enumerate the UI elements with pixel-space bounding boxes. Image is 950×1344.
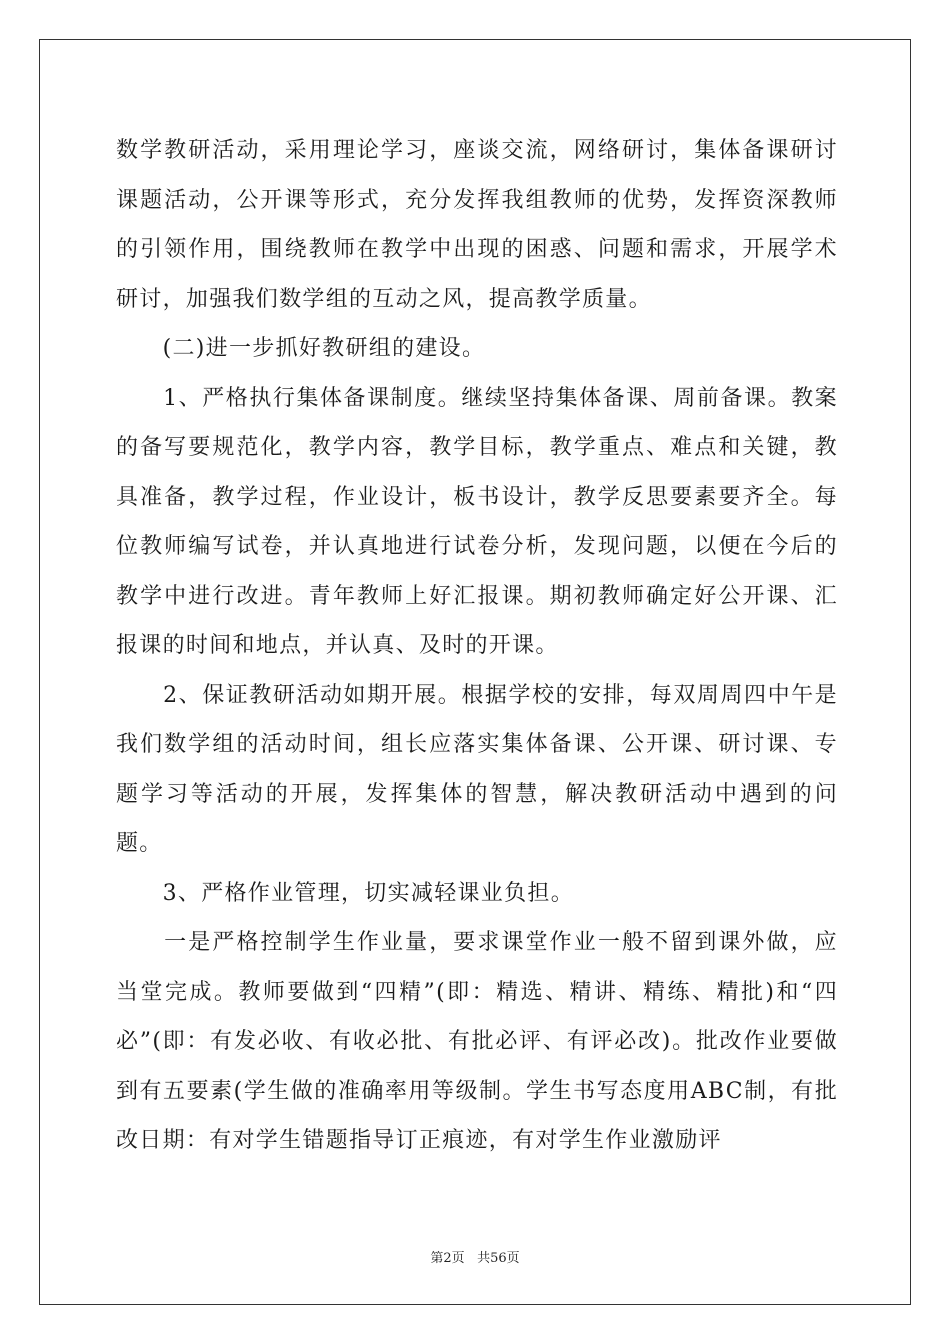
paragraph-2: (二)进一步抓好教研组的建设。 xyxy=(116,336,486,361)
page-footer xyxy=(0,1247,950,1266)
paragraph-6: 一是严格控制学生作业量，要求课堂作业一般不留到课外做，应当堂完成。教师要做到“四精”(即：精选、精讲、精练、精批)和“四必”(即：有发必收、有收必批、有批必评、有评必改)。批改作业要做到有五要素(学生做的准确率用等级制。学生书写态度用ABC制，有批改日期：有对学生错题指导订正痕迹，有对学生作业激励评 xyxy=(116,930,838,1153)
paragraph-5: 3、严格作业管理，切实减轻课业负担。 xyxy=(116,880,574,906)
document-body xyxy=(116,126,838,1166)
page-number: 第2页 xyxy=(430,1251,465,1266)
paragraph-3: 1、严格执行集体备课制度。继续坚持集体备课、周前备课。教案的备写要规范化，教学内容，教学目标，教学重点、难点和关键，教具准备，教学过程，作业设计，板书设计，教学反思要素要齐全。每位教师编写试卷，并认真地进行试卷分析，发现问题，以便在今后的教学中进行改进。青年教师上好汇报课。期初教师确定好公开课、汇报课的时间和地点，并认真、及时的开课。 xyxy=(116,385,838,658)
paragraph-1: 数学教研活动，采用理论学习，座谈交流，网络研讨，集体备课研讨课题活动，公开课等形式，充分发挥我组教师的优势，发挥资深教师的引领作用，围绕教师在教学中出现的困惑、问题和需求，开展学术研讨，加强我们数学组的互动之风，提高教学质量。 xyxy=(116,138,838,312)
paragraph-4: 2、保证教研活动如期开展。根据学校的安排，每双周周四中午是我们数学组的活动时间，组长应落实集体备课、公开课、研讨课、专题学习等活动的开展，发挥集体的智慧，解决教研活动中遇到的问题。 xyxy=(116,682,838,856)
page-total: 共56页 xyxy=(477,1251,520,1266)
